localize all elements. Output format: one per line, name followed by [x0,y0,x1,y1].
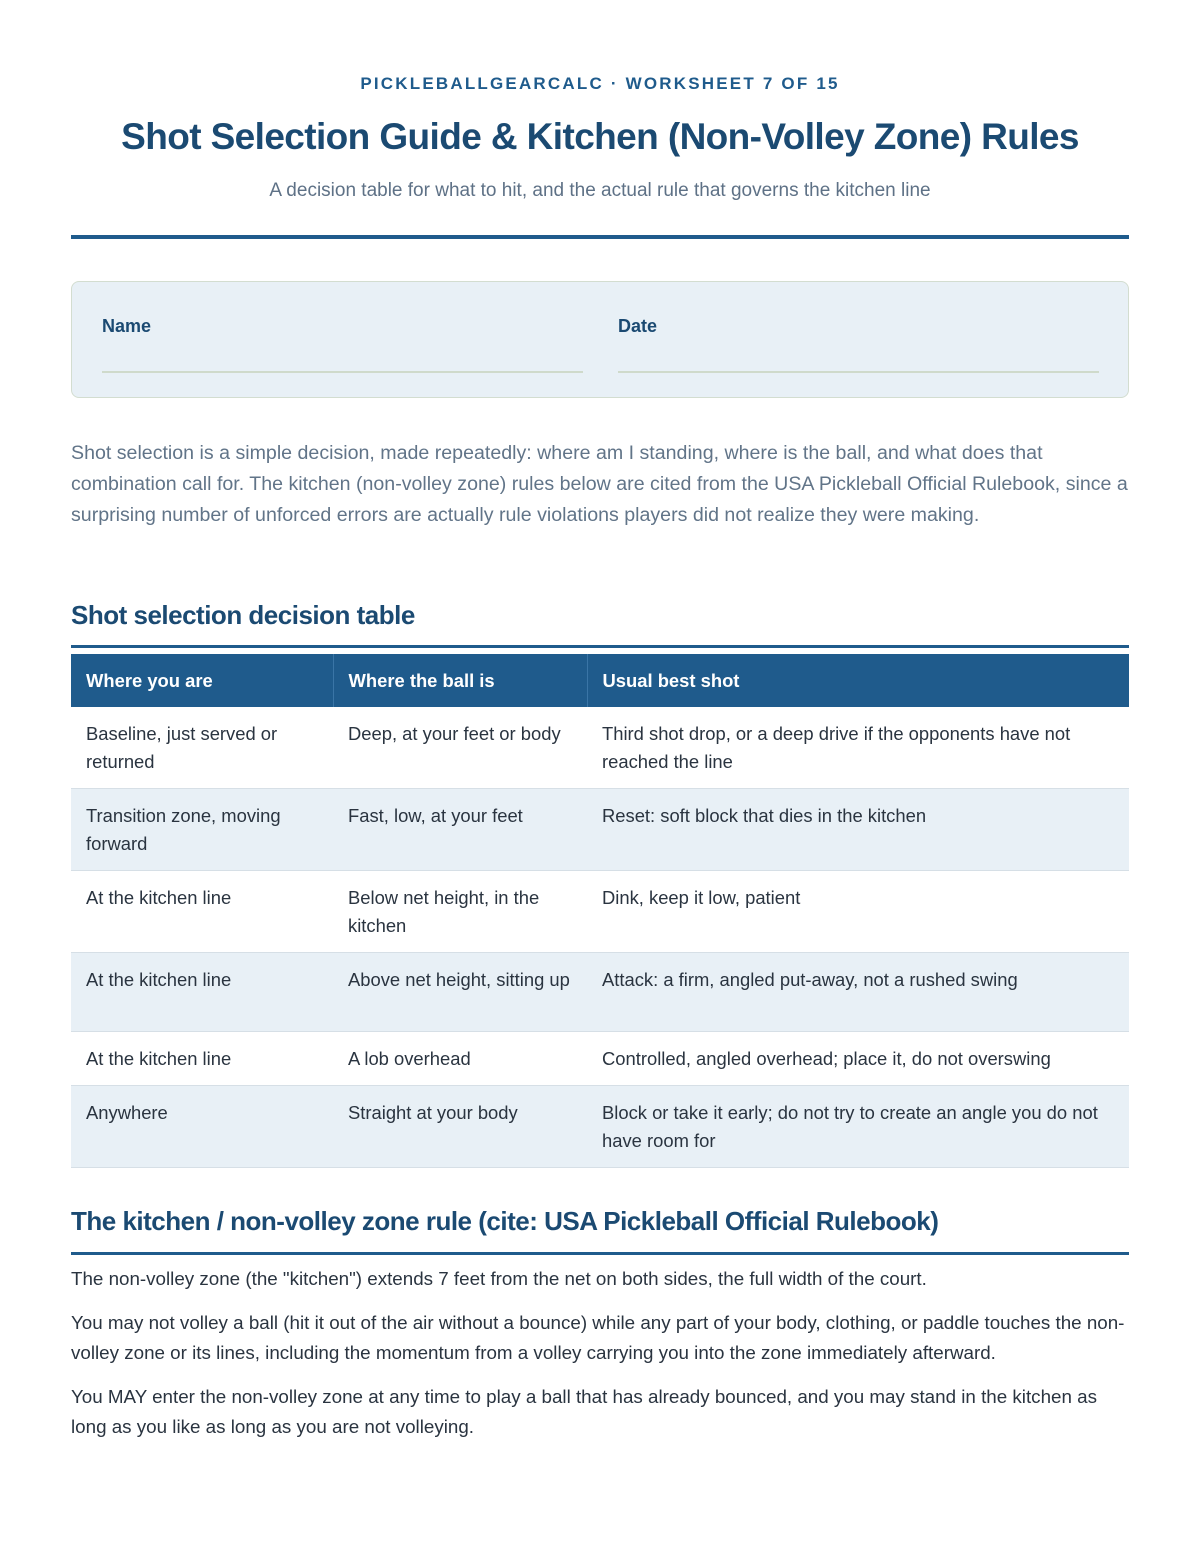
rule-paragraph: The non-volley zone (the "kitchen") extends 7 feet from the net on both sides, the full width of the court. [71,1268,927,1289]
kitchen-rule-text [71,1264,1129,1456]
kitchen-rule-heading: The kitchen / non-volley zone rule (cite: USA Pickleball Official Rulebook) [71,1206,939,1236]
page-title: Shot Selection Guide & Kitchen (Non-Volley Zone) Rules [121,116,1079,157]
table-cell: Above net height, sitting up [333,953,587,1032]
rule-paragraph: You MAY enter the non-volley zone at any time to play a ball that has already bounced, and you may stand in the kitchen as long as you like as long as you are not volleying. [71,1386,1097,1437]
table-header-row [71,654,1129,707]
table-cell: Deep, at your feet or body [333,707,587,789]
date-write-line[interactable] [618,371,1099,373]
table-cell: At the kitchen line [71,953,333,1032]
page-subtitle: A decision table for what to hit, and the actual rule that governs the kitchen line [269,180,931,201]
date-label: Date [618,316,658,336]
table-row [71,871,1129,953]
shot-selection-table [71,654,1129,1168]
name-date-box [71,281,1129,398]
table-cell: Straight at your body [333,1086,587,1168]
table-cell: Third shot drop, or a deep drive if the opponents have not reached the line [587,707,1129,789]
table-cell: Anywhere [71,1086,333,1168]
intro-paragraph: Shot selection is a simple decision, made repeatedly: where am I standing, where is the ball, and what does that combination call for. The kitchen (non-volley zone) rules below are cited from the USA Pickleball Official Rulebook, since a surprising number of unforced errors are actually rule violations players did not realize they were making. [71,442,1128,526]
table-cell: Block or take it early; do not try to create an angle you do not have room for [587,1086,1129,1168]
table-cell: Fast, low, at your feet [333,789,587,871]
table-cell: Controlled, angled overhead; place it, do not overswing [587,1032,1129,1086]
table-row [71,1032,1129,1086]
table-cell: Below net height, in the kitchen [333,871,587,953]
table-row [71,1086,1129,1168]
table-cell: A lob overhead [333,1032,587,1086]
name-field[interactable] [102,316,583,373]
date-field[interactable] [618,316,1099,373]
table-row [71,707,1129,789]
name-write-line[interactable] [102,371,583,373]
kitchen-heading-rule [71,1252,1129,1255]
header-divider [71,235,1129,239]
column-header: Where you are [71,654,333,707]
table-cell: At the kitchen line [71,1032,333,1086]
column-header: Usual best shot [587,654,1129,707]
column-header: Where the ball is [333,654,587,707]
table-cell: Reset: soft block that dies in the kitchen [587,789,1129,871]
decision-heading-rule [71,645,1129,648]
table-cell: At the kitchen line [71,871,333,953]
table-cell: Dink, keep it low, patient [587,871,1129,953]
table-row [71,789,1129,871]
rule-paragraph: You may not volley a ball (hit it out of the air without a bounce) while any part of your body, clothing, or paddle touches the non-volley zone or its lines, including the momentum from a volley carrying you into the zone immediately afterward. [71,1312,1125,1363]
worksheet-eyebrow: PICKLEBALLGEARCALC · WORKSHEET 7 OF 15 [360,74,840,93]
table-cell: Transition zone, moving forward [71,789,333,871]
decision-table-heading: Shot selection decision table [71,600,415,630]
name-label: Name [102,316,152,336]
table-cell: Baseline, just served or returned [71,707,333,789]
table-row [71,953,1129,1032]
table-cell: Attack: a firm, angled put-away, not a rushed swing [587,953,1129,1032]
